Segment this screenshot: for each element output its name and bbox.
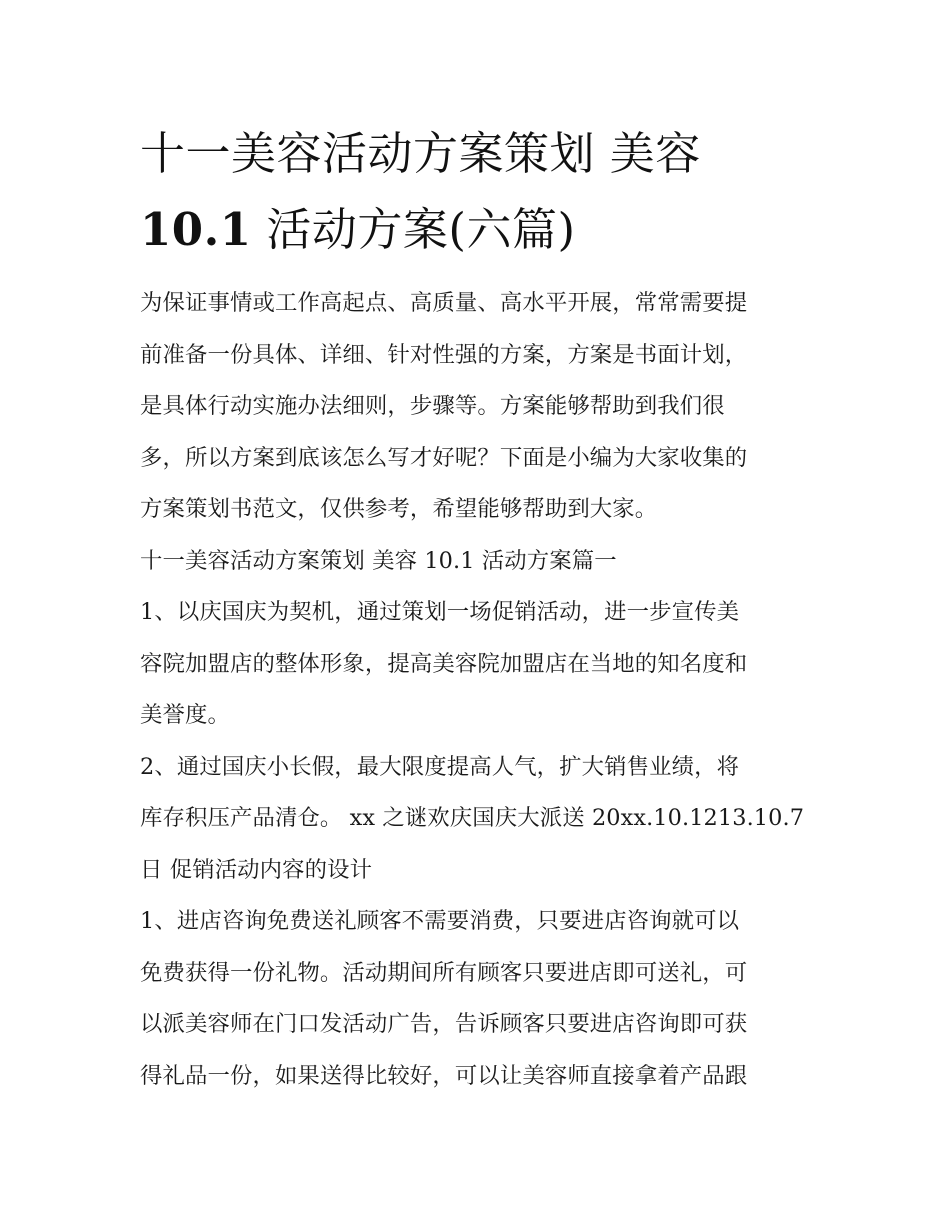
body-line: 1、以庆国庆为契机，通过策划一场促销活动，进一步宣传美: [140, 599, 740, 625]
body-line: 库存积压产品清仓。 xx 之谜欢庆国庆大派送 20xx.10.1213.10.7: [140, 805, 805, 831]
title-line-2: [140, 192, 812, 268]
body-line: 为保证事情或工作高起点、高质量、高水平开展，常常需要提: [140, 290, 748, 316]
body-line: 1、进店咨询免费送礼顾客不需要消费，只要进店咨询就可以: [140, 908, 740, 934]
body-line: 多，所以方案到底该怎么写才好呢？下面是小编为大家收集的: [140, 444, 748, 471]
body-line: 前准备一份具体、详细、针对性强的方案，方案是书面计划，: [140, 341, 748, 368]
title-number: 10.1: [140, 203, 252, 256]
body-line: 方案策划书范文，仅供参考，希望能够帮助到大家。: [140, 496, 658, 522]
body-line: 容院加盟店的整体形象，提高美容院加盟店在当地的知名度和: [140, 650, 748, 677]
body-line: 2、通过国庆小长假，最大限度提高人气，扩大销售业绩，将: [140, 753, 740, 780]
body-line: 是具体行动实施办法细则，步骤等。方案能够帮助到我们很: [140, 393, 725, 419]
document-body: [140, 278, 812, 1102]
body-line: 美誉度。: [140, 702, 230, 728]
document-title: [140, 116, 812, 268]
title-line-2-text: 活动方案(六篇): [251, 203, 576, 256]
title-line-1: 十一美容活动方案策划 美容: [140, 127, 701, 180]
body-line: 日 促销活动内容的设计: [140, 856, 373, 883]
section-heading: 十一美容活动方案策划 美容 10.1 活动方案篇一: [140, 547, 617, 574]
document-content: [140, 116, 812, 1102]
body-line: 得礼品一份，如果送得比较好，可以让美容师直接拿着产品跟: [140, 1062, 748, 1089]
body-line: 免费获得一份礼物。活动期间所有顾客只要进店即可送礼，可: [140, 959, 748, 986]
body-line: 以派美容师在门口发活动广告，告诉顾客只要进店咨询即可获: [140, 1011, 748, 1037]
